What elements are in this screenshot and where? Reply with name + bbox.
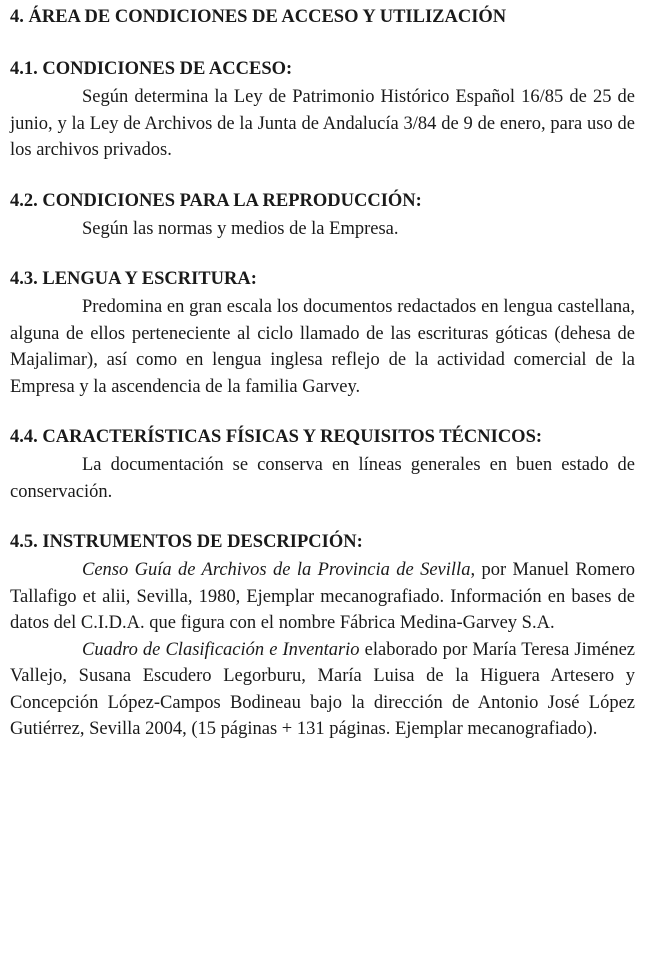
section-description-instruments xyxy=(10,531,635,743)
section-access-conditions xyxy=(10,58,635,164)
paragraph-text: , por Manuel Romero Tallafigo et alii, Sevilla, 1980, Ejemplar mecanografiado. Información en bases de datos del C.I.D.A. que figura con el nombre Fábrica Medina-Garvey S.A. xyxy=(10,560,636,633)
paragraph: Predomina en gran escala los documentos redactados en lengua castellana, alguna de ellos perteneciente al ciclo llamado de las escrituras góticas (dehesa de Majalimar), así como en lengua inglesa reflejo de la actividad comercial de la Empresa y la ascendencia de la familia Garvey. xyxy=(10,297,635,397)
section-physical-characteristics xyxy=(10,426,635,505)
publication-title: Censo Guía de Archivos de la Provincia de Sevilla xyxy=(82,560,471,580)
paragraph: La documentación se conserva en líneas generales en buen estado de conservación. xyxy=(10,455,635,502)
section-reproduction-conditions xyxy=(10,190,635,243)
paragraph xyxy=(10,557,635,637)
section-heading: 4.3. LENGUA Y ESCRITURA: xyxy=(10,269,257,289)
section-heading: 4.1. CONDICIONES DE ACCESO: xyxy=(10,59,293,79)
paragraph xyxy=(10,637,635,743)
paragraph: Según las normas y medios de la Empresa. xyxy=(82,218,399,239)
paragraph-text: elaborado por María Teresa Jiménez Vallejo, Susana Escudero Legorburu, María Luisa de la Higuera Artesero y Concepción López-Campos Bodineau bajo la dirección de Antonio José López Gutiérrez, Sevilla 2004, (15 páginas + 131 páginas. Ejemplar mecanografiado). xyxy=(10,639,635,739)
page-title: 4. ÁREA DE CONDICIONES DE ACCESO Y UTILIZACIÓN xyxy=(10,7,507,27)
section-heading: 4.5. INSTRUMENTOS DE DESCRIPCIÓN: xyxy=(10,532,363,552)
section-heading: 4.4. CARACTERÍSTICAS FÍSICAS Y REQUISITOS TÉCNICOS: xyxy=(10,427,543,447)
paragraph: Según determina la Ley de Patrimonio Histórico Español 16/85 de 25 de junio, y la Ley de Archivos de la Junta de Andalucía 3/84 de 9 de enero, para uso de los archivos privados. xyxy=(10,87,635,160)
section-heading: 4.2. CONDICIONES PARA LA REPRODUCCIÓN: xyxy=(10,190,422,211)
document-page xyxy=(10,6,635,769)
publication-title: Cuadro de Clasificación e Inventario xyxy=(82,639,360,660)
section-language-script xyxy=(10,268,635,400)
